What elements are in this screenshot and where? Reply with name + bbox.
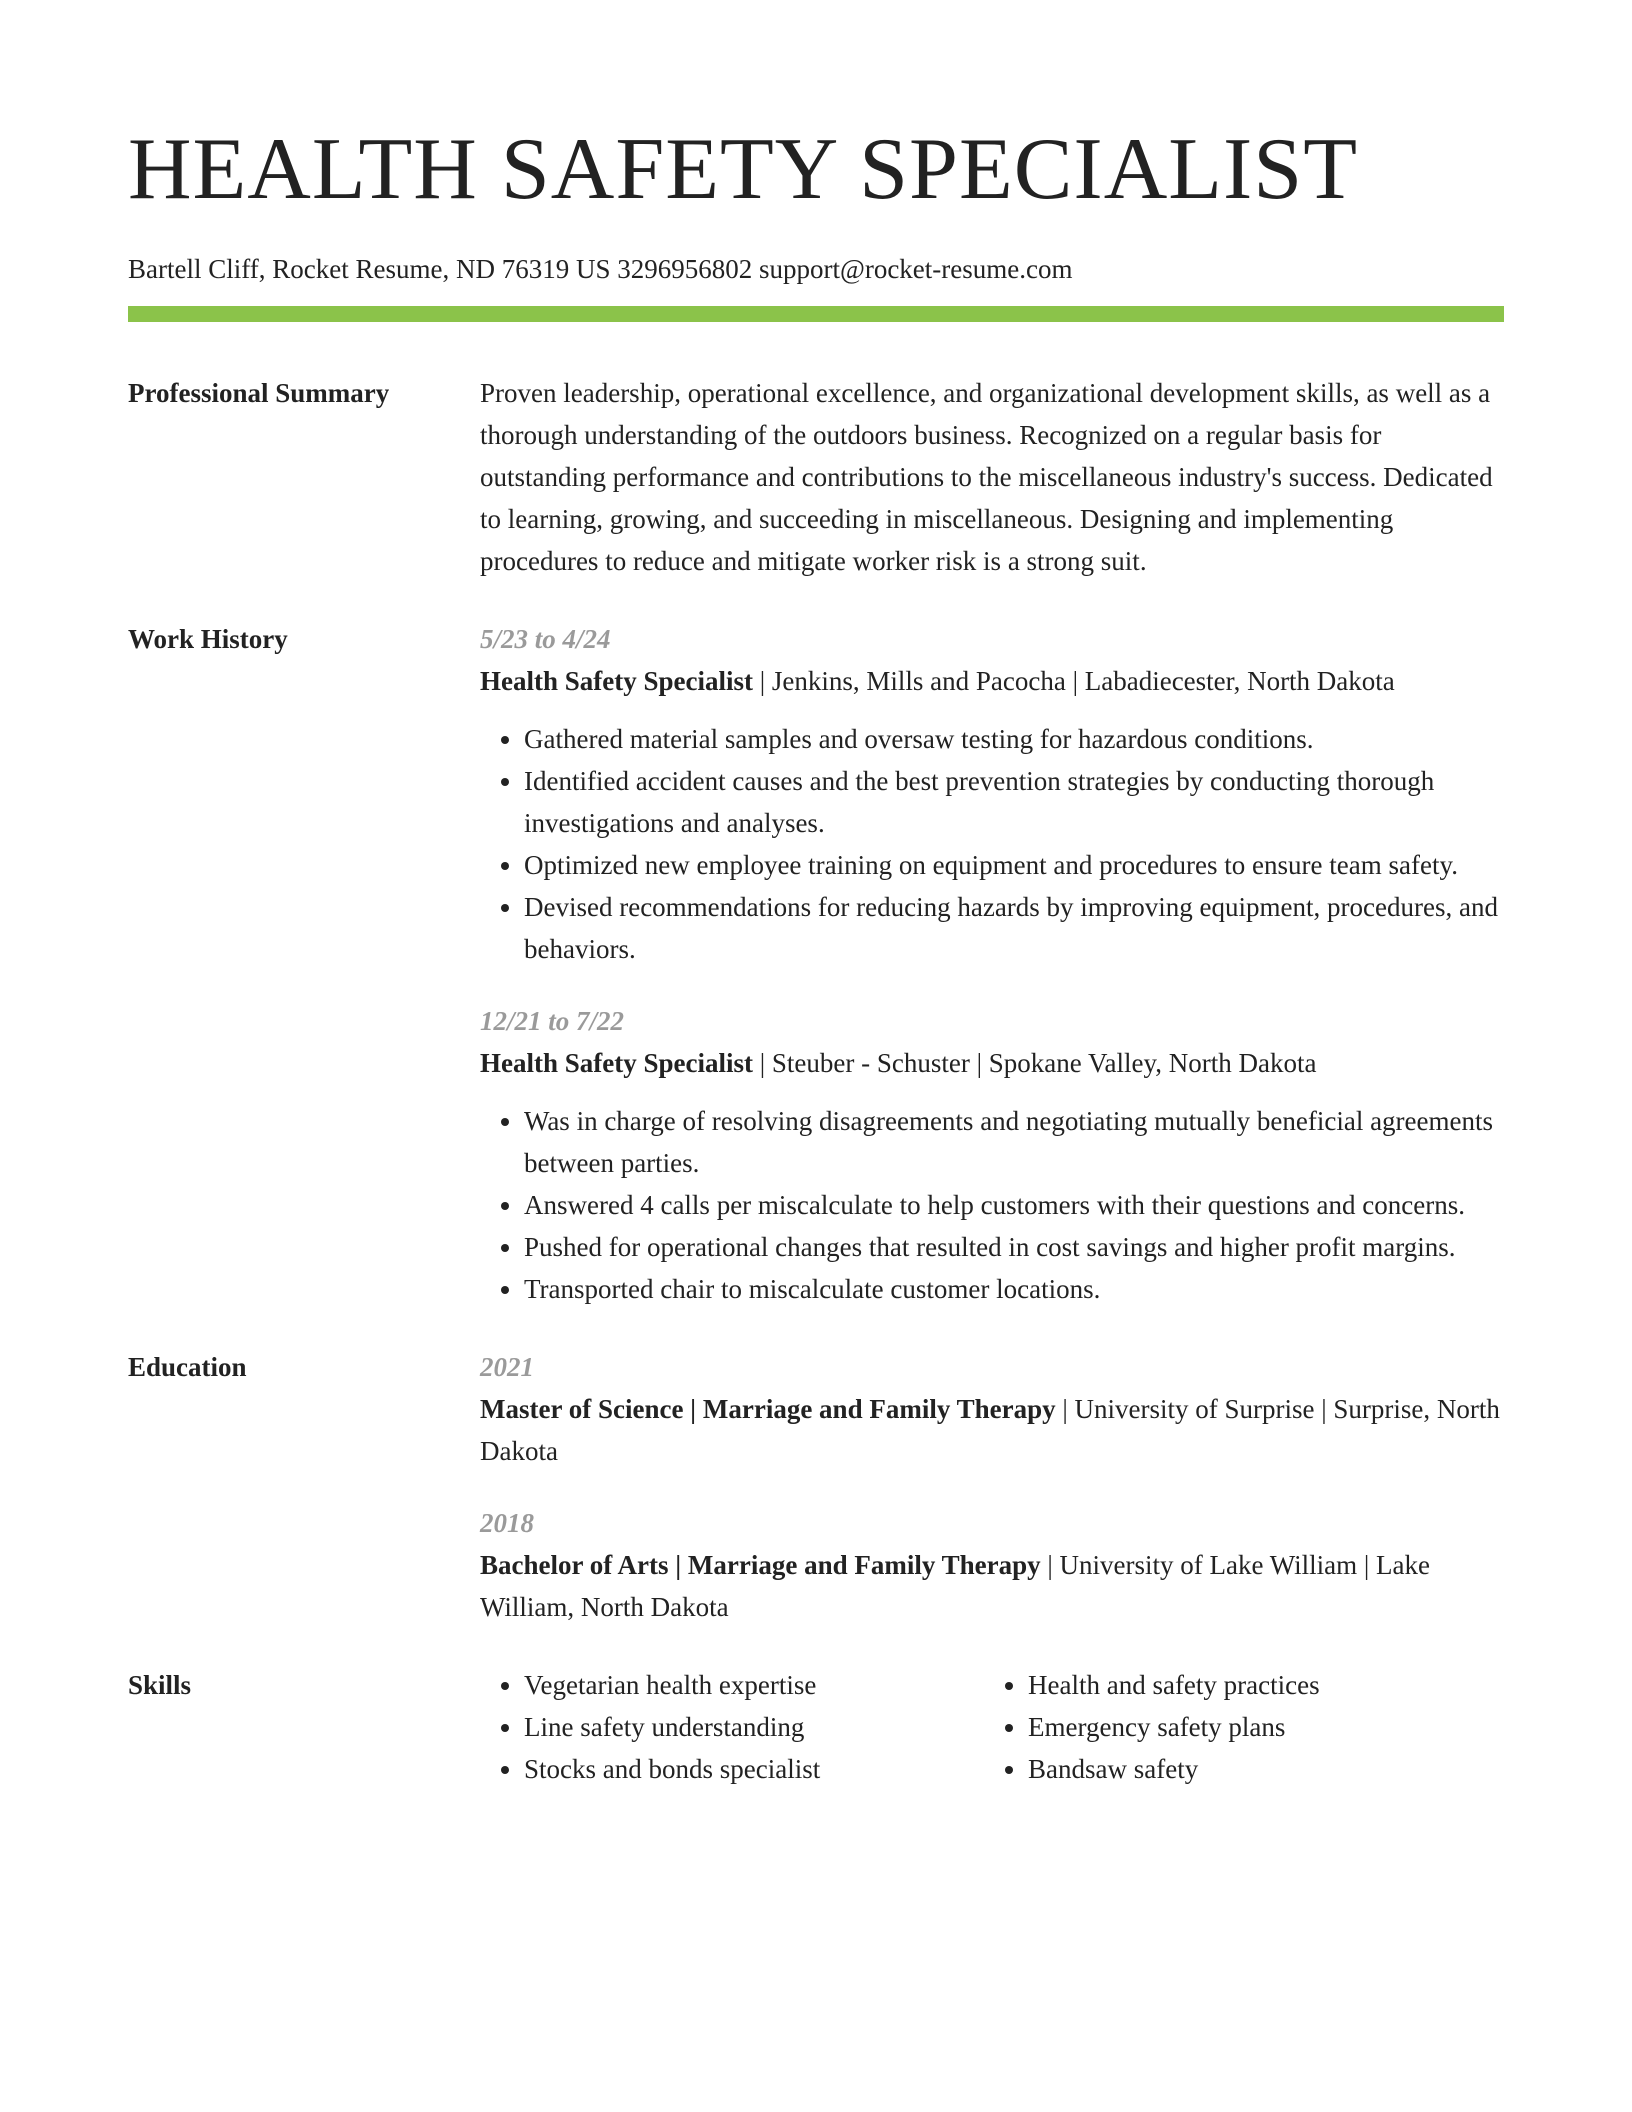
skills-column-left	[480, 1664, 984, 1790]
school-location: | University of Lake William | Lake William, North Dakota	[480, 1550, 1431, 1622]
job-duty-item: • Transported chair to miscalculate customer locations.	[524, 1268, 1504, 1310]
job-heading	[480, 1042, 1504, 1084]
skills-section	[128, 1664, 1504, 1790]
education-year: 2021	[480, 1352, 534, 1382]
job-employer-location: | Steuber - Schuster | Spokane Valley, North Dakota	[752, 1048, 1317, 1078]
section-heading-skills: Skills	[128, 1670, 192, 1700]
skill-item: • Emergency safety plans	[1028, 1706, 1488, 1748]
skill-item: • Vegetarian health expertise	[524, 1664, 984, 1706]
job-duty-item: • Answered 4 calls per miscalculate to help customers with their questions and concerns.	[524, 1184, 1504, 1226]
education-section	[128, 1346, 1504, 1628]
skill-item: • Stocks and bonds specialist	[524, 1748, 984, 1790]
job-entry	[480, 1000, 1504, 1310]
section-heading-work-history: Work History	[128, 624, 288, 654]
section-heading-education: Education	[128, 1352, 247, 1382]
skills-column-right	[984, 1664, 1488, 1790]
contact-email: support@rocket-resume.com	[758, 254, 1073, 284]
degree-title: Master of Science | Marriage and Family Therapy	[480, 1394, 1056, 1424]
resume-title: HEALTH SAFETY SPECIALIST	[128, 121, 1359, 218]
job-dates: 5/23 to 4/24	[480, 624, 611, 654]
job-duty-item: • Optimized new employee training on equipment and procedures to ensure team safety.	[524, 844, 1504, 886]
section-heading-summary: Professional Summary	[128, 378, 390, 408]
skill-item: • Bandsaw safety	[1028, 1748, 1488, 1790]
job-duty-item: • Devised recommendations for reducing hazards by improving equipment, procedures, and behaviors.	[524, 886, 1504, 970]
skill-item: • Line safety understanding	[524, 1706, 984, 1748]
job-title: Health Safety Specialist	[480, 1048, 753, 1078]
education-entry	[480, 1502, 1504, 1628]
resume-sections	[128, 372, 1504, 1790]
job-employer-location: | Jenkins, Mills and Pacocha | Labadiecester, North Dakota	[752, 666, 1395, 696]
contact-line	[128, 252, 1504, 286]
skills-body	[480, 1664, 1504, 1790]
job-duty-item: • Pushed for operational changes that resulted in cost savings and higher profit margins.	[524, 1226, 1504, 1268]
contact-address: Bartell Cliff, Rocket Resume, ND 76319 US	[128, 254, 611, 284]
contact-phone: 3296956802	[617, 254, 753, 284]
job-duty-item: • Was in charge of resolving disagreements and negotiating mutually beneficial agreements between parties.	[524, 1100, 1504, 1184]
education-heading	[480, 1388, 1504, 1472]
degree-title: Bachelor of Arts | Marriage and Family Therapy	[480, 1550, 1041, 1580]
skill-item: • Health and safety practices	[1028, 1664, 1488, 1706]
education-body	[480, 1346, 1504, 1628]
job-duties-list	[480, 1100, 1504, 1310]
summary-text: Proven leadership, operational excellence, and organizational development skills, as well as a thorough understanding of the outdoors business. Recognized on a regular basis for outstanding performance and contributions to the miscellaneous industry's success. Dedicated to learning, growing, and succeeding in miscellaneous. Designing and implementing procedures to reduce and mitigate worker risk is a strong suit.	[480, 378, 1493, 576]
job-duties-list	[480, 718, 1504, 970]
job-duty-item: • Gathered material samples and oversaw testing for hazardous conditions.	[524, 718, 1504, 760]
skills-grid	[480, 1664, 1504, 1790]
summary-section	[128, 372, 1504, 582]
job-entry	[480, 618, 1504, 970]
education-heading	[480, 1544, 1504, 1628]
education-entry	[480, 1346, 1504, 1472]
job-heading	[480, 660, 1504, 702]
job-dates: 12/21 to 7/22	[480, 1006, 625, 1036]
work-history-section	[128, 618, 1504, 1310]
accent-divider	[128, 306, 1504, 322]
work-history-body	[480, 618, 1504, 1310]
job-title: Health Safety Specialist	[480, 666, 753, 696]
education-year: 2018	[480, 1508, 534, 1538]
job-duty-item: • Identified accident causes and the best prevention strategies by conducting thorough investigations and analyses.	[524, 760, 1504, 844]
school-location: | University of Surprise | Surprise, North Dakota	[480, 1394, 1500, 1466]
summary-body	[480, 372, 1504, 582]
